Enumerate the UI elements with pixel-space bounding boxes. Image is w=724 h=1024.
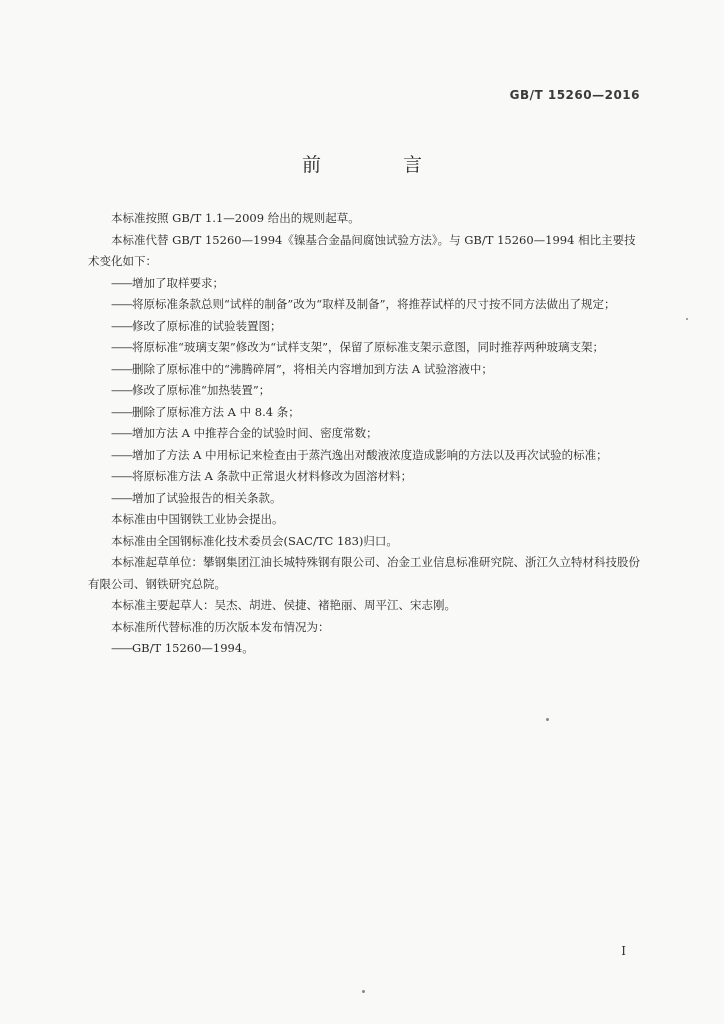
- list-item-text: 增加了方法 A 中用标记来检查由于蒸汽逸出对酸液浓度造成影响的方法以及再次试验的标准；: [132, 447, 608, 462]
- history-item: [111, 638, 646, 660]
- dash-mark: ——: [111, 404, 132, 419]
- scan-speck: [686, 318, 688, 320]
- list-item-text: 删除了原标准方法 A 中 8.4 条；: [132, 404, 300, 419]
- list-item: [111, 423, 646, 445]
- page-title: 前 言: [301, 154, 461, 176]
- paragraph: 本标准代替 GB/T 15260—1994《镍基合金晶间腐蚀试验方法》。与 GB/T 15260—1994 相比主要技术变化如下：: [88, 232, 636, 268]
- foreword-body: [88, 208, 646, 660]
- list-item-text: 增加方法 A 中推荐合金的试验时间、密度常数；: [132, 426, 378, 440]
- list-item-text: 增加了试验报告的相关条款。: [132, 490, 282, 505]
- list-item: [111, 466, 646, 488]
- dash-mark: ——: [111, 426, 132, 440]
- paragraph: 本标准所代替标准的历次版本发布情况为：: [111, 619, 330, 634]
- paragraph: 本标准由全国钢标准化技术委员会(SAC/TC 183)归口。: [111, 533, 398, 548]
- dash-mark: ——: [111, 297, 132, 311]
- history-item-text: GB/T 15260—1994。: [132, 641, 254, 655]
- paragraph: 本标准主要起草人：吴杰、胡进、侯捷、褚艳丽、周平江、宋志刚。: [111, 598, 456, 612]
- paragraph: 本标准按照 GB/T 1.1—2009 给出的规则起草。: [111, 211, 360, 225]
- list-item: [111, 380, 646, 402]
- list-item-text: 修改了原标准的试验装置图；: [132, 318, 282, 333]
- dash-mark: ——: [111, 275, 132, 290]
- list-item-text: 将原标准方法 A 条款中正常退火材料修改为固溶材料；: [132, 469, 413, 483]
- dash-mark: ——: [111, 361, 132, 376]
- list-item: [111, 488, 646, 510]
- page-number: I: [621, 944, 626, 958]
- dash-mark: ——: [111, 340, 132, 354]
- paragraph: 本标准起草单位：攀钢集团江油长城特殊钢有限公司、冶金工业信息标准研究院、浙江久立特材科技股份有限公司、钢铁研究总院。: [88, 555, 640, 591]
- paragraph: 本标准由中国钢铁工业协会提出。: [111, 512, 284, 526]
- standard-code: GB/T 15260—2016: [509, 88, 640, 102]
- dash-mark: ——: [111, 447, 132, 462]
- list-item: [111, 337, 646, 359]
- list-item-text: 将原标准条款总则“试样的制备”改为“取样及制备”，将推荐试样的尺寸按不同方法做出了规定；: [132, 297, 616, 311]
- dash-mark: ——: [111, 490, 132, 505]
- scan-speck: [546, 718, 549, 721]
- list-item-text: 删除了原标准中的“沸腾碎屑”，将相关内容增加到方法 A 试验溶液中；: [132, 361, 493, 376]
- dash-mark: ——: [111, 318, 132, 333]
- list-item: [111, 402, 646, 424]
- list-item: [111, 359, 646, 381]
- dash-mark: ——: [111, 383, 132, 397]
- changes-list: [88, 273, 646, 510]
- list-item: [111, 294, 646, 316]
- list-item-text: 将原标准“玻璃支架”修改为“试样支架”，保留了原标准支架示意图，同时推荐两种玻璃支架；: [132, 340, 605, 354]
- list-item: [111, 445, 646, 467]
- dash-mark: ——: [111, 469, 132, 483]
- list-item-text: 增加了取样要求；: [132, 275, 224, 290]
- list-item: [111, 273, 646, 295]
- list-item: [111, 316, 646, 338]
- dash-mark: ——: [111, 641, 132, 655]
- list-item-text: 修改了原标准“加热装置”；: [132, 383, 271, 397]
- scan-speck: [362, 990, 365, 993]
